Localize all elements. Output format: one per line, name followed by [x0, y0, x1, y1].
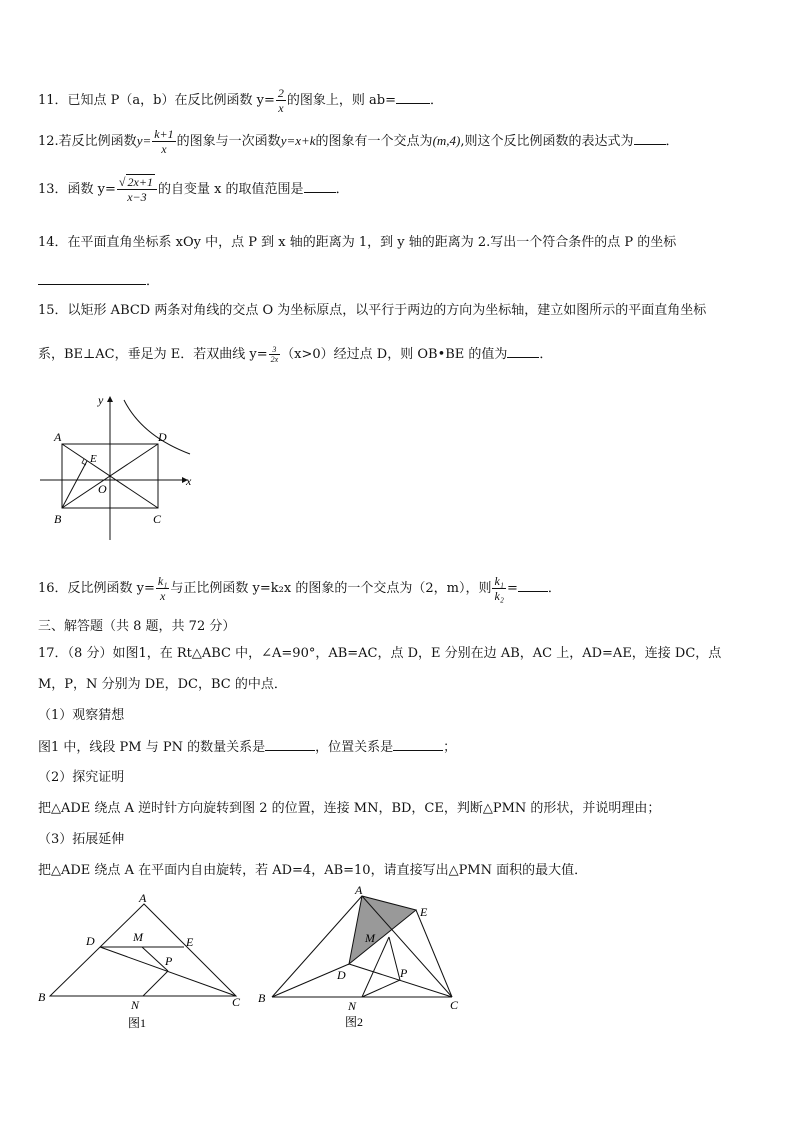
label-b: B: [38, 990, 46, 1004]
label-c: C: [153, 512, 162, 526]
label-a: A: [355, 883, 363, 897]
triangle-abc: [50, 904, 236, 996]
answer-blank[interactable]: [393, 738, 443, 751]
label-d: D: [158, 430, 167, 444]
label-x: x: [186, 474, 192, 488]
figure-caption: 图2: [345, 1015, 364, 1029]
answer-blank[interactable]: [396, 91, 430, 104]
part3-title: （3）拓展延伸: [38, 832, 125, 847]
question-14: 14．在平面直角坐标系 xOy 中，点 P 到 x 轴的距离为 1，到 y 轴的距离为 2.写出一个符合条件的点 P 的坐标: [38, 235, 677, 250]
label-c: C: [450, 998, 459, 1012]
label-n: N: [131, 998, 140, 1012]
segment-be: [62, 461, 87, 508]
label-e: E: [90, 453, 97, 465]
label-b: B: [258, 991, 266, 1005]
label-d: D: [86, 934, 95, 948]
part2-question: 把△ADE 绕点 A 逆时针方向旋转到图 2 的位置，连接 MN，BD，CE，判断△PMN 的形状，并说明理由；: [38, 801, 661, 816]
fraction: $\frac{k+1}{x}$: [154, 127, 174, 156]
answer-blank[interactable]: [507, 345, 539, 358]
segment-ab: [272, 896, 362, 997]
question-13: 13．函数 y= $\frac{√ 2x+1}{x-3}$ 的自变量 x 的取值范围是 ．: [38, 175, 349, 204]
figure-caption: 图1: [128, 1016, 147, 1030]
label-p: P: [400, 966, 408, 980]
label-y: y: [98, 393, 104, 407]
part3-question: 把△ADE 绕点 A 在平面内自由旋转，若 AD=4，AB=10，请直接写出△PMN 面积的最大值．: [38, 863, 588, 878]
sqrt: √ 2x+1: [118, 175, 153, 189]
figure-2: [252, 880, 468, 1030]
answer-blank[interactable]: [304, 180, 336, 193]
part2-title: （2）探究证明: [38, 770, 125, 785]
label-e: E: [420, 905, 428, 919]
segment-ce: [416, 910, 452, 997]
label-b: B: [54, 512, 62, 526]
label-p: P: [165, 954, 173, 968]
part1-question: 图1 中，线段 PM 与 PN 的数量关系是 ，位置关系是 ；: [38, 740, 457, 755]
label-a: A: [54, 430, 62, 444]
figure-1: [34, 890, 250, 1035]
part1-title: （1）观察猜想: [38, 708, 125, 723]
label-n: N: [348, 999, 357, 1013]
question-17-line2: M，P，N 分别为 DE，DC，BC 的中点．: [38, 677, 287, 692]
label-e: E: [186, 935, 194, 949]
triangle-ade-shaded: [349, 896, 416, 964]
label-m: M: [365, 931, 375, 945]
fraction: $\frac{\text{k₁}}{x}$: [157, 574, 168, 603]
y-axis-arrow: [107, 396, 113, 402]
question-15-line2: 系，BE⊥AC，垂足为 E．若双曲线 y= $\frac{3}{2x}$ （x>0）经过点 D，则 OB•BE 的值为 ．: [38, 345, 553, 364]
question-15-line1: 15．以矩形 ABCD 两条对角线的交点 O 为坐标原点，以平行于两边的方向为坐标轴，建立如图所示的平面直角坐标: [38, 303, 707, 318]
fraction: $\frac{\text{k₁}}{\text{k₂}}$: [494, 574, 504, 603]
question-14-answer-line: ．: [38, 272, 159, 291]
label-a: A: [139, 891, 147, 905]
hyperbola-curve: [124, 400, 190, 454]
segment-mp: [389, 937, 400, 980]
question-12: 12.若反比例函数y= $\frac{k+1}{x}$ 的图象与一次函数y=x+k的图象有一个交点为(m,4),则这个反比例函数的表达式为 ．: [38, 127, 679, 156]
answer-blank[interactable]: [265, 738, 315, 751]
segment-pn: [143, 971, 168, 996]
section-heading: 三、解答题（共 8 题，共 72 分）: [38, 619, 236, 634]
question-16: 16．反比例函数 y= $\frac{\text{k₁}}{x}$ 与正比例函数 y=k₂x 的图象的一个交点为（2，m），则 $\frac{\text{k₁}}{\text{k₂}}$ = ．: [38, 574, 561, 603]
question-17-line1: 17．（8 分）如图1，在 Rt△ABC 中，∠A=90°，AB=AC，点 D，E 分别在边 AB，AC 上，AD=AE，连接 DC，点: [38, 646, 722, 661]
answer-blank[interactable]: [634, 132, 666, 145]
label-o: O: [98, 482, 107, 496]
fraction: $\frac{3}{2x}$: [270, 345, 279, 364]
label-m: M: [133, 930, 143, 944]
fraction: $\frac{√ 2x+1}{x-3}$: [117, 175, 157, 204]
segment-pn: [362, 980, 400, 997]
figure-q15-coordinate: [36, 392, 200, 544]
fraction: $\frac{2}{x}$: [277, 86, 284, 115]
answer-blank[interactable]: [518, 579, 548, 592]
answer-blank[interactable]: [38, 272, 146, 285]
question-11: 11．已知点 P（a，b）在反比例函数 y= $\frac{2}{x}$ 的图象上，则 ab= ．: [38, 86, 443, 115]
label-c: C: [232, 995, 241, 1009]
label-d: D: [337, 968, 346, 982]
